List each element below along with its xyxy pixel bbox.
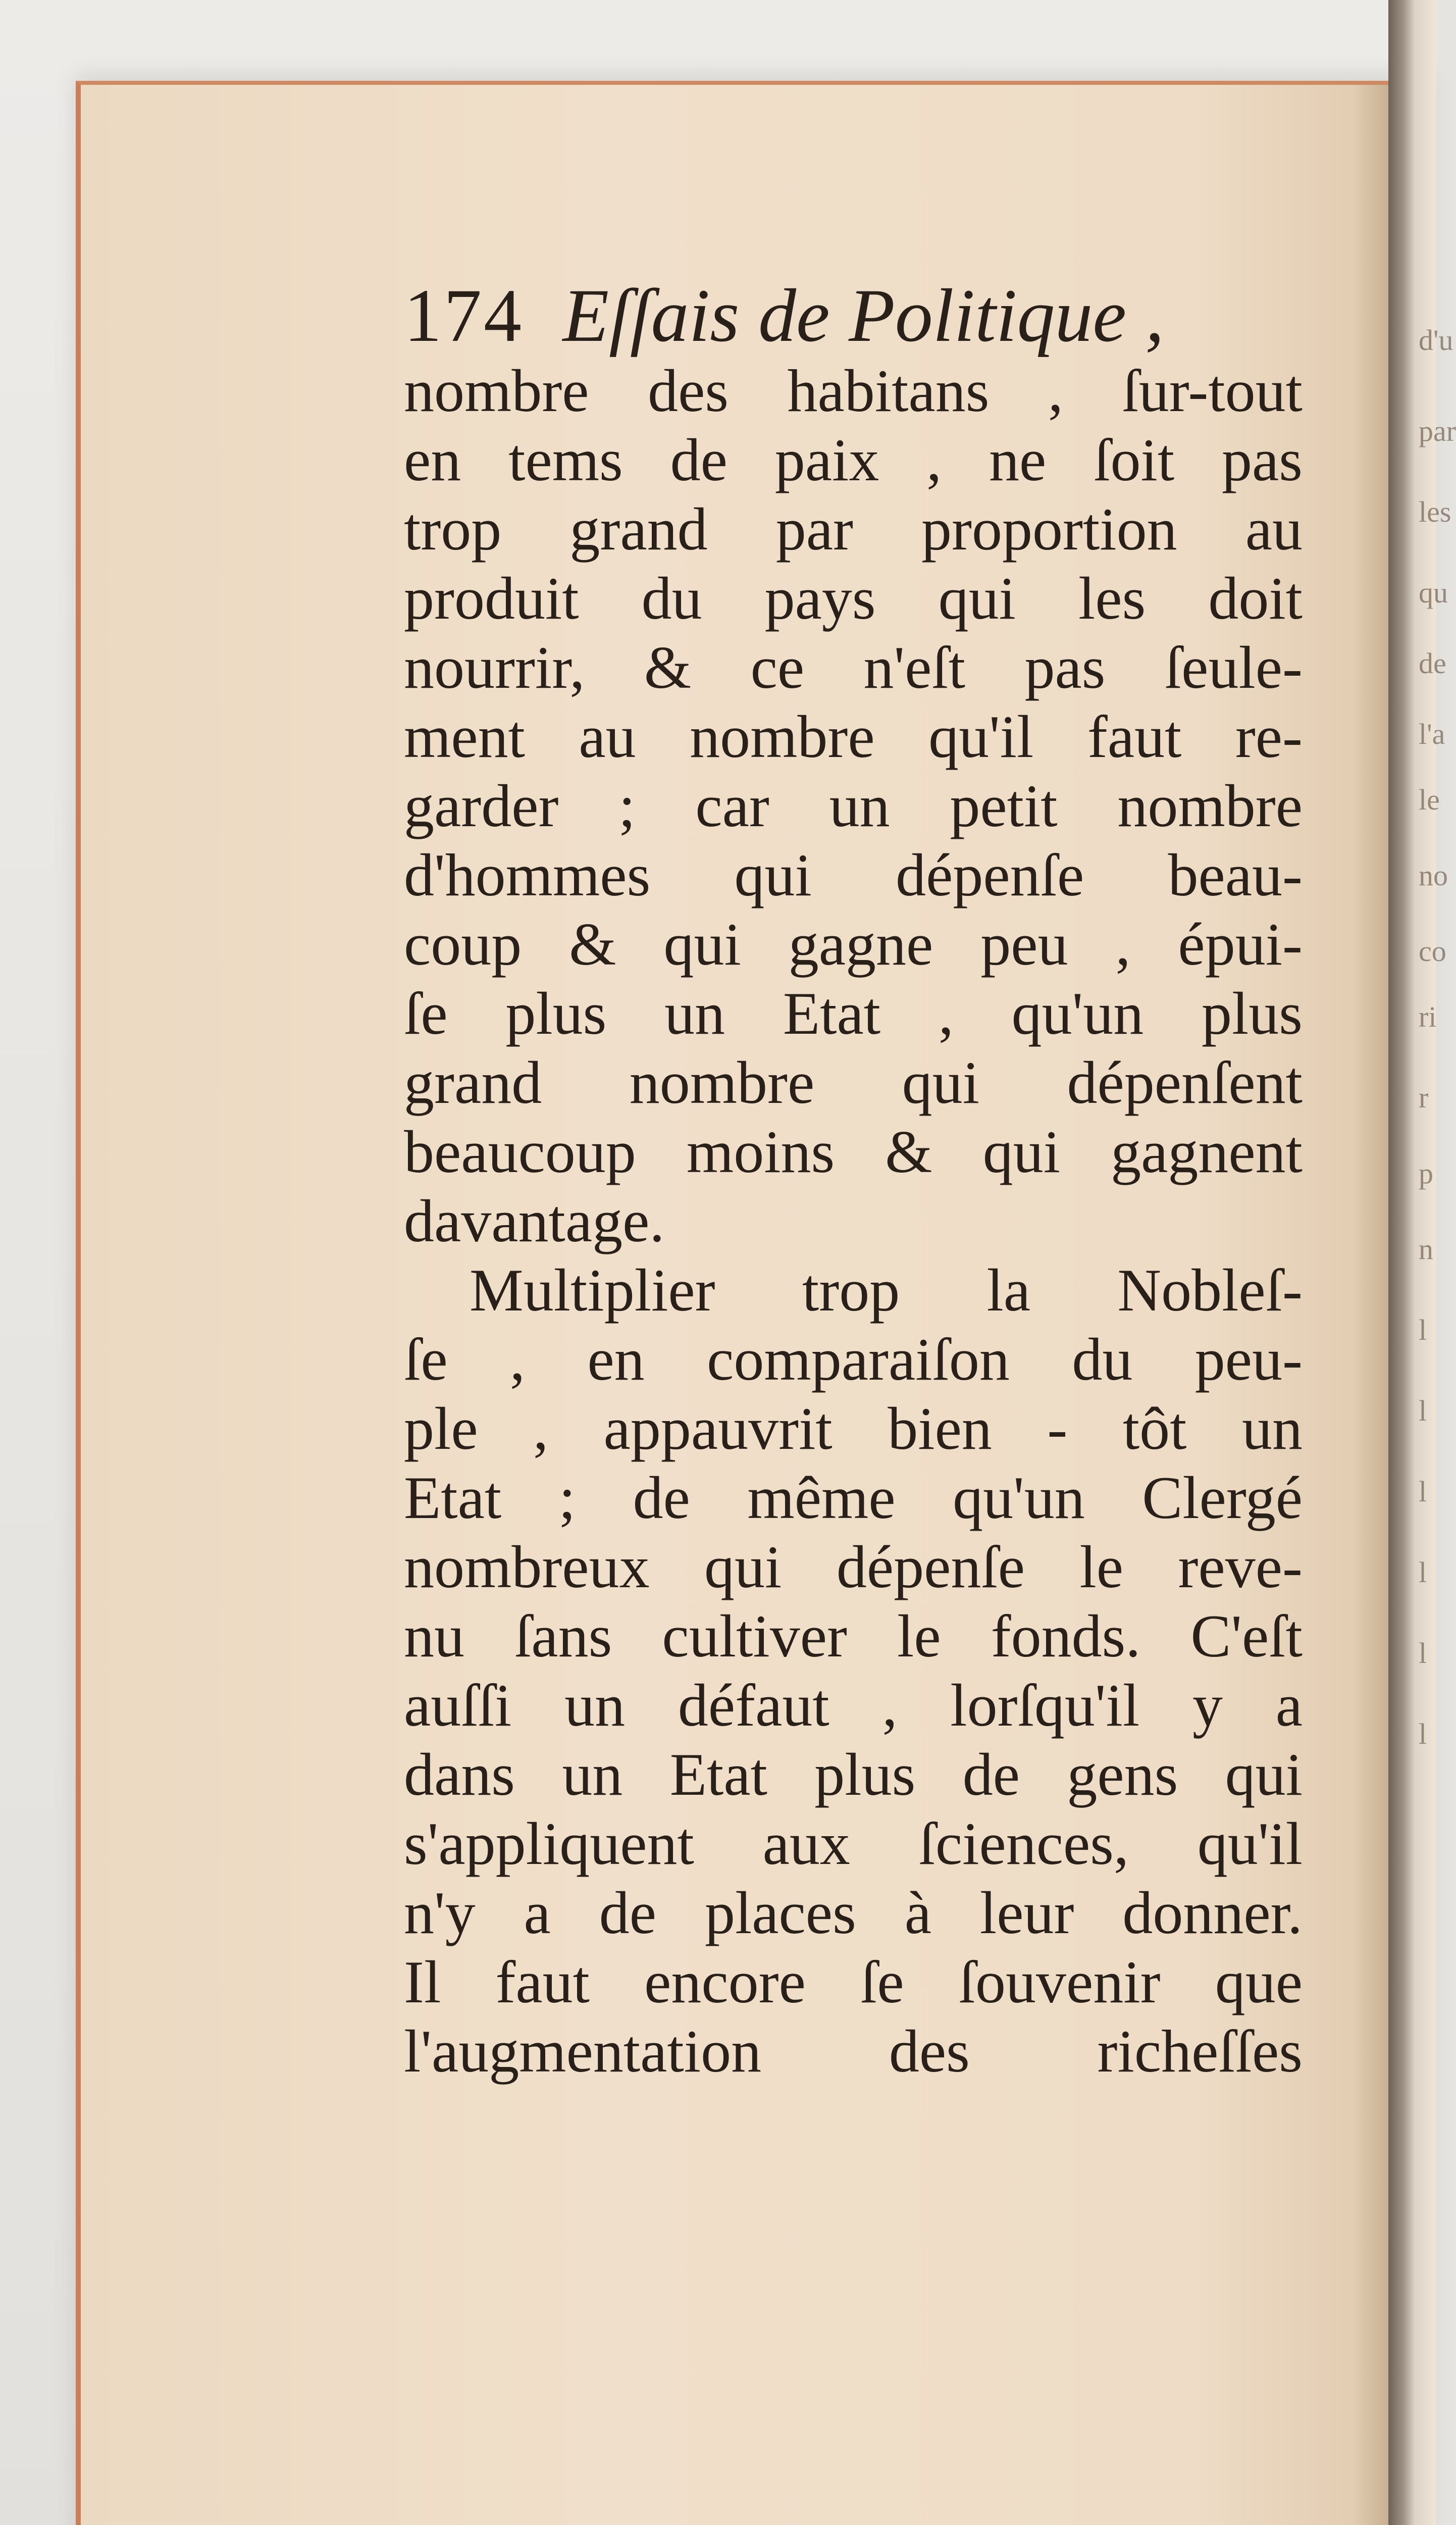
- facing-page-fragment: p: [1419, 1157, 1433, 1190]
- page-text-block: [404, 275, 1303, 2086]
- running-title: Eſſais de Politique ,: [562, 274, 1165, 358]
- text-line: en tems de paix , ne ſoit pas: [404, 426, 1303, 493]
- text-line: nombreux qui dépenſe le reve-: [404, 1533, 1303, 1600]
- facing-page-fragment: d'u: [1419, 324, 1453, 357]
- facing-page-fragment: ri: [1419, 1000, 1437, 1033]
- text-line: nombre des habitans , ſur-tout: [404, 357, 1303, 424]
- text-line: beaucoup moins & qui gagnent: [404, 1118, 1303, 1185]
- text-line: garder ; car un petit nombre: [404, 772, 1303, 839]
- facing-page-fragment: les: [1419, 495, 1451, 528]
- facing-page-fragment: l: [1419, 1314, 1427, 1346]
- facing-page-fragment: l: [1419, 1556, 1427, 1589]
- text-line: nu ſans cultiver le fonds. C'eſt: [404, 1602, 1303, 1670]
- facing-page-fragment: l'a: [1419, 718, 1445, 750]
- text-line: ſe , en comparaiſon du peu-: [404, 1326, 1303, 1393]
- text-line: coup & qui gagne peu , épui-: [404, 911, 1303, 978]
- text-line: Il faut encore ſe ſouvenir que: [404, 1948, 1303, 2015]
- running-header: [404, 275, 1303, 356]
- facing-page-fragment: l: [1419, 1718, 1427, 1750]
- text-line: trop grand par proportion au: [404, 495, 1303, 563]
- text-line: ſe plus un Etat , qu'un plus: [404, 980, 1303, 1047]
- text-line: auſſi un défaut , lorſqu'il y a: [404, 1672, 1303, 1739]
- facing-page-fragment: par: [1419, 415, 1456, 447]
- text-line: ment au nombre qu'il faut re-: [404, 703, 1303, 770]
- text-line: Etat ; de même qu'un Clergé: [404, 1464, 1303, 1531]
- text-line: Multiplier trop la Nobleſ-: [470, 1256, 1303, 1324]
- facing-page-fragment: l: [1419, 1637, 1427, 1670]
- facing-page-fragment: l: [1419, 1394, 1427, 1427]
- text-line: d'hommes qui dépenſe beau-: [404, 841, 1303, 908]
- text-line: ple , appauvrit bien - tôt un: [404, 1395, 1303, 1462]
- text-line: s'appliquent aux ſciences, qu'il: [404, 1810, 1303, 1877]
- text-line: nourrir, & ce n'eſt pas ſeule-: [404, 634, 1303, 701]
- text-line: n'y a de places à leur donner.: [404, 1879, 1303, 1946]
- facing-page-fragment: r: [1419, 1081, 1429, 1114]
- page-number: 174: [404, 274, 524, 358]
- paragraph-1: [404, 356, 1303, 1255]
- facing-page-fragment: le: [1419, 783, 1440, 816]
- facing-page-edge: [1388, 0, 1456, 2525]
- text-line: davantage.: [404, 1187, 665, 1254]
- facing-page-fragment: no: [1419, 859, 1448, 892]
- facing-page-fragment: n: [1419, 1233, 1433, 1266]
- text-line: dans un Etat plus de gens qui: [404, 1741, 1303, 1808]
- text-line: l'augmentation des richeſſes: [404, 2017, 1303, 2085]
- paragraph-2: [404, 1255, 1303, 2086]
- text-line: produit du pays qui les doit: [404, 565, 1303, 632]
- facing-page-fragment: qu: [1419, 576, 1448, 609]
- facing-page-fragment: co: [1419, 935, 1446, 968]
- facing-page-fragment: l: [1419, 1475, 1427, 1508]
- text-line: grand nombre qui dépenſent: [404, 1049, 1303, 1116]
- page-gutter: [1353, 85, 1388, 2525]
- facing-page-fragment: de: [1419, 647, 1446, 680]
